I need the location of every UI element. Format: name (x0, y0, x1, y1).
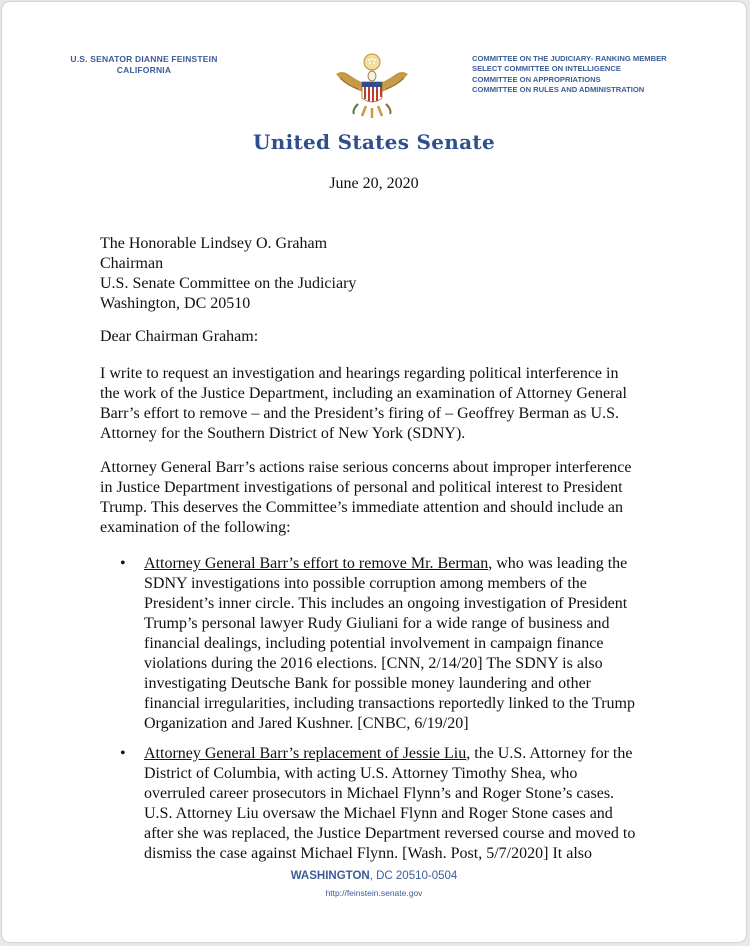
paragraph-concerns (100, 458, 670, 538)
bullet-line: violations during the 2016 elections. [CNN, 2/14/20] The SDNY is also (144, 655, 603, 672)
paragraph-line: Attorney for the Southern District of New York (SDNY). (100, 425, 466, 442)
bullet-first-line (144, 554, 635, 574)
footer-city: WASHINGTON (290, 870, 370, 882)
letter-page (2, 2, 746, 942)
committee-item: COMMITTEE ON APPROPRIATIONS (472, 74, 601, 84)
letter-date: June 20, 2020 (329, 175, 419, 192)
bullet-heading: Attorney General Barr’s replacement of Jessie Liu (144, 745, 467, 762)
committee-item: SELECT COMMITTEE ON INTELLIGENCE (472, 64, 621, 74)
recipient-role: Chairman (100, 255, 164, 272)
bullet-line: District of Columbia, with acting U.S. Attorney Timothy Shea, who (144, 765, 578, 782)
bullet-line: financial irregularities, including transactions reportedly linked to the Trump (144, 695, 635, 712)
footer-zip: , DC 20510-0504 (369, 870, 458, 882)
bullet-dot-icon: • (120, 555, 126, 572)
bullet-text (144, 554, 635, 734)
paragraph-line: I write to request an investigation and hearings regarding political interference in (100, 365, 619, 382)
bullet-dot-icon: • (120, 745, 126, 762)
bullet-first-line (144, 744, 635, 764)
bullet-line: dismiss the case against Michael Flynn. [Wash. Post, 5/7/2020] It also (144, 845, 592, 862)
bullet-heading: Attorney General Barr’s effort to remove Mr. Berman (144, 555, 489, 572)
paragraph-line: in Justice Department investigations of personal and political interest to President (100, 479, 623, 496)
recipient-city: Washington, DC 20510 (100, 295, 251, 312)
bullet-line: U.S. Attorney Liu oversaw the Michael Flynn and Roger Stone cases and (144, 805, 613, 822)
footer-url: http://feinstein.senate.gov (325, 888, 423, 898)
bullet-first-rest: , the U.S. Attorney for the (466, 745, 633, 762)
committee-item: COMMITTEE ON RULES AND ADMINISTRATION (472, 85, 645, 95)
bullet-first-rest: , who was leading the (488, 555, 628, 572)
recipient-name: The Honorable Lindsey O. Graham (100, 235, 328, 252)
recipient-committee: U.S. Senate Committee on the Judiciary (100, 275, 357, 292)
paragraph-request (100, 364, 670, 444)
bullet-line: financial dealings, including potential involvement in campaign finance (144, 635, 604, 652)
paragraph-line: Attorney General Barr’s actions raise serious concerns about improper interference (100, 459, 632, 476)
bullet-line: after she was replaced, the Justice Department reversed course and moved to (144, 825, 636, 842)
committee-list (472, 54, 732, 96)
senator-state: CALIFORNIA (116, 65, 172, 75)
senator-letterhead (40, 54, 248, 76)
footer-address (2, 870, 746, 882)
recipient-address (100, 234, 356, 314)
committee-item: COMMITTEE ON THE JUDICIARY- RANKING MEMBER (472, 54, 667, 63)
bullet-line: Trump’s personal lawyer Rudy Giuliani for a wide range of business and (144, 615, 610, 632)
bullet-line: overruled career prosecutors in Michael Flynn’s and Roger Stone’s cases. (144, 785, 615, 802)
salutation: Dear Chairman Graham: (100, 328, 259, 345)
paragraph-line: the work of the Justice Department, including an examination of Attorney General (100, 385, 627, 402)
united-states-senate-title: United States Senate (253, 130, 495, 154)
paragraph-line: examination of the following: (100, 519, 291, 536)
bullet-line: investigating Deutsche Bank for possible money laundering and other (144, 675, 592, 692)
paragraph-line: Trump. This deserves the Committee’s immediate attention and should include an (100, 499, 624, 516)
bullet-line: President’s inner circle. This includes an ongoing investigation of President (144, 595, 628, 612)
bullet-line: SDNY investigations into possible corruption among members of the (144, 575, 587, 592)
bullet-text (144, 744, 635, 864)
paragraph-line: Barr’s effort to remove – and the President’s firing of – Geoffrey Berman as U.S. (100, 405, 619, 422)
senator-name: U.S. SENATOR DIANNE FEINSTEIN (70, 54, 218, 64)
bullet-line: Organization and Jared Kushner. [CNBC, 6/19/20] (144, 715, 469, 732)
great-seal-eagle-icon (328, 48, 416, 124)
